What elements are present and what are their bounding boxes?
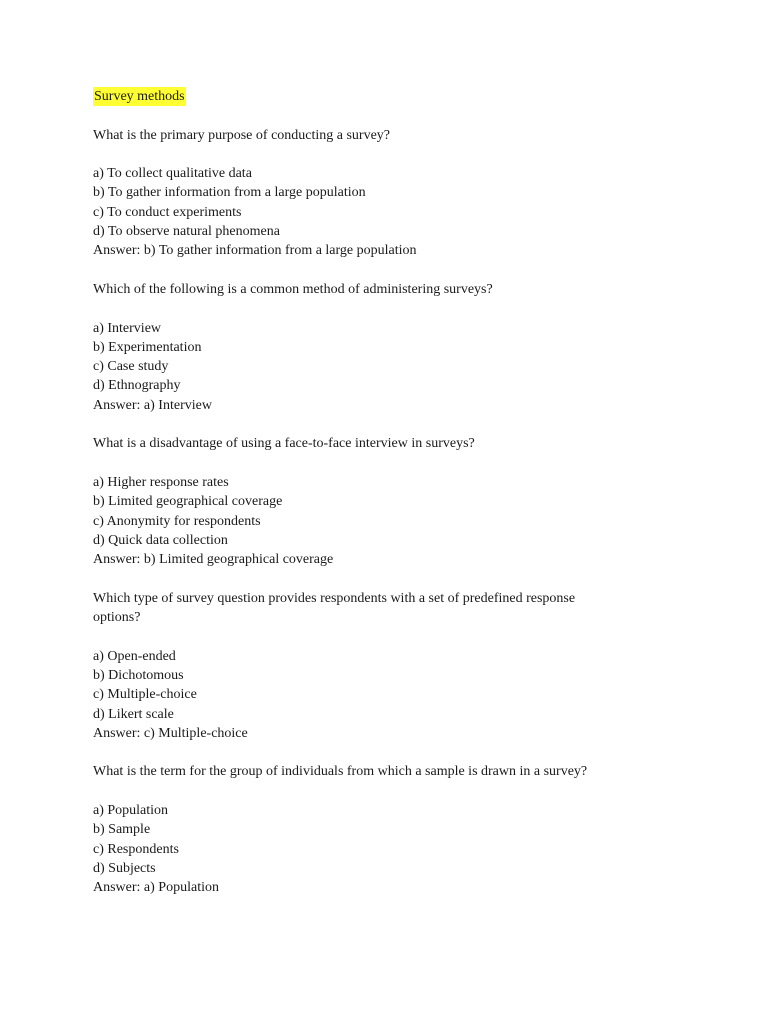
question-text: What is the term for the group of individuals from which a sample is drawn in a survey? [93,764,588,780]
answer-line: Answer: a) Population [93,880,219,896]
option-a: a) Population [93,802,169,818]
option-c: c) Multiple-choice [93,687,197,703]
answer-line: Answer: c) Multiple-choice [93,725,248,741]
option-b: b) Experimentation [93,339,202,355]
question-text-continued: options? [93,610,141,626]
option-a: a) To collect qualitative data [93,166,252,182]
options-list [93,473,653,569]
question-text: What is a disadvantage of using a face-to-face interview in surveys? [93,436,475,452]
option-c: c) Case study [93,359,169,375]
option-b: b) To gather information from a large population [93,185,366,201]
document-title: Survey methods [94,89,185,104]
question-text: What is the primary purpose of conducting a survey? [93,127,391,143]
options-list [93,164,653,260]
question-text: Which type of survey question provides respondents with a set of predefined response [93,590,576,606]
options-list [93,319,653,415]
option-d: d) Subjects [93,860,156,876]
option-b: b) Limited geographical coverage [93,494,283,510]
question-text: Which of the following is a common method of administering surveys? [93,281,493,297]
question-block-3 [93,434,653,569]
answer-line: Answer: a) Interview [93,397,212,413]
option-c: c) Anonymity for respondents [93,513,261,529]
document-page [93,87,653,897]
option-a: a) Interview [93,320,162,336]
question-block-2 [93,280,653,415]
option-d: d) To observe natural phenomena [93,224,280,240]
option-a: a) Open-ended [93,648,176,664]
question-block-5 [93,762,653,897]
option-d: d) Likert scale [93,706,174,722]
answer-line: Answer: b) To gather information from a large population [93,243,417,259]
answer-line: Answer: b) Limited geographical coverage [93,552,334,568]
option-d: d) Quick data collection [93,532,228,548]
question-block-4 [93,589,653,743]
option-b: b) Dichotomous [93,667,184,683]
option-b: b) Sample [93,822,151,838]
question-block-1 [93,126,653,261]
option-c: c) Respondents [93,841,179,857]
option-d: d) Ethnography [93,378,181,394]
options-list [93,801,653,897]
option-a: a) Higher response rates [93,474,229,490]
options-list [93,647,653,743]
option-c: c) To conduct experiments [93,204,242,220]
